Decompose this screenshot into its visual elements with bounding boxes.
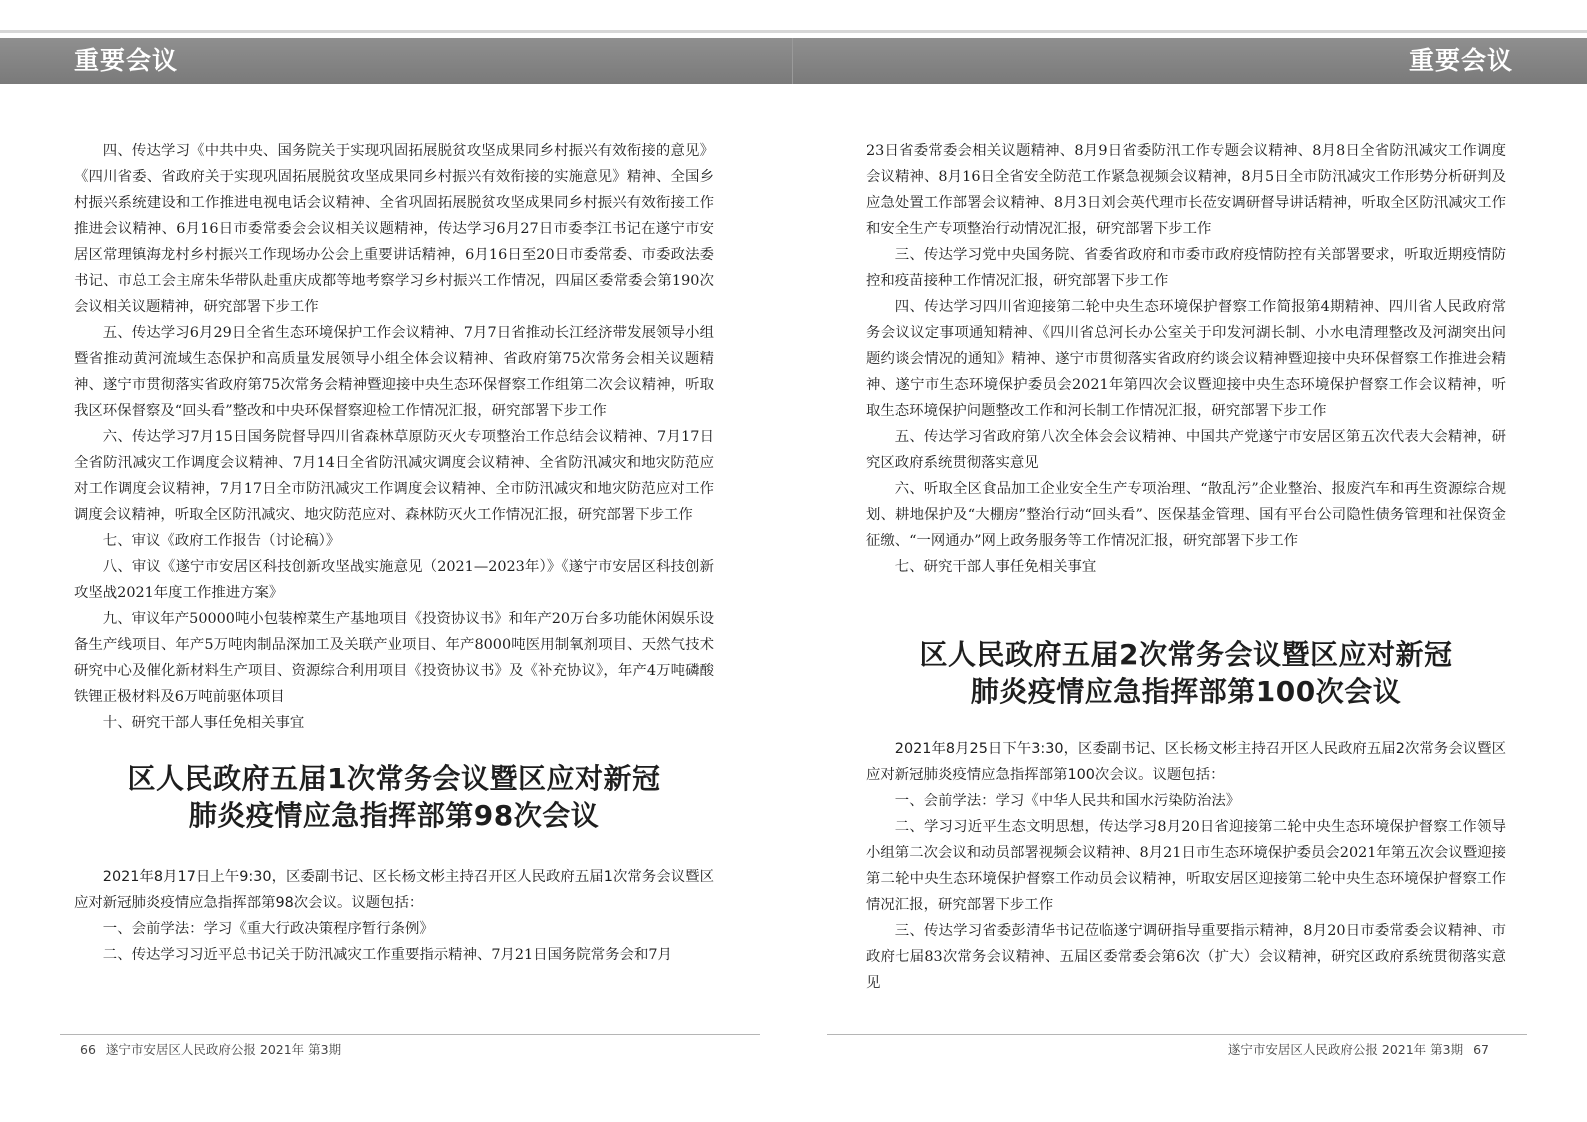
footer-right [1228,1040,1495,1058]
meeting-title-98-line2: 肺炎疫情应急指挥部第98次会议 [188,799,600,832]
agenda-item-5: 五、传达学习6月29日全省生态环境保护工作会议精神、7月7日省推动长江经济带发展领导小组暨省推动黄河流域生态保护和高质量发展领导小组全体会议精神、省政府第75次常务会相关议题精神、遂宁市贯彻落实省政府第75次常务会精神暨迎接中央生态环保督察工作组第二次会议精神，听取我区环保督察及“回头看”整改和中央环保督察迎检工作情况汇报，研究部署下步工作 [74,325,714,419]
agenda-item-10: 十、研究干部人事任免相关事宜 [102,715,305,731]
meeting-98-item-2: 二、传达学习习近平总书记关于防汛减灾工作重要指示精神、7月21日国务院常务会和7月 [102,947,672,963]
meeting-title-100-line2: 肺炎疫情应急指挥部第100次会议 [970,675,1402,708]
agenda-item-6: 六、传达学习7月15日国务院督导四川省森林草原防灭火专项整治工作总结会议精神、7月17日全省防汛减灾工作调度会议精神、7月14日全省防汛减灾调度会议精神、全省防汛减灾和地灾防范应对工作调度会议精神，7月17日全市防汛减灾工作调度会议精神、全市防汛减灾和地灾防范应对工作调度会议精神，听取全区防汛减灾、地灾防范应对、森林防灭火工作情况汇报，研究部署下步工作 [74,429,714,523]
page-spine [792,38,793,84]
agenda-item-8: 八、审议《遂宁市安居区科技创新攻坚战实施意见（2021—2023年）》《遂宁市安居区科技创新攻坚战2021年度工作推进方案》 [74,559,714,601]
footer-rule-left [60,1034,760,1035]
agenda-item-6-right: 六、听取全区食品加工企业安全生产专项治理、“散乱污”企业整治、报废汽车和再生资源综合规划、耕地保护及“大棚房”整治行动“回头看”、医保基金管理、国有平台公司隐性债务管理和社保资金征缴、“一网通办”网上政务服务等工作情况汇报，研究部署下步工作 [866,481,1506,549]
agenda-item-9: 九、审议年产50000吨小包装榨菜生产基地项目《投资协议书》和年产20万台多功能休闲娱乐设备生产线项目、年产5万吨肉制品深加工及关联产业项目、年产8000吨医用制氧剂项目、天然气技术研究中心及催化新材料生产项目、资源综合利用项目《投资协议书》及《补充协议》，年产4万吨磷酸铁锂正极材料及6万吨前驱体项目 [74,611,714,705]
meeting-98-lead: 2021年8月17日上午9:30，区委副书记、区长杨文彬主持召开区人民政府五届1次常务会议暨区应对新冠肺炎疫情应急指挥部第98次会议。议题包括： [74,869,714,911]
footer-rule-right [827,1034,1527,1035]
section-header-bar [0,38,1587,84]
footer-left [74,1040,341,1058]
meeting-100-item-2: 二、学习习近平生态文明思想，传达学习8月20日省迎接第二轮中央生态环境保护督察工作领导小组第二次会议和动员部署视频会议精神、8月21日市生态环境保护委员会2021年第五次会议暨迎接第二轮中央生态环境保护督察工作动员会议精神，听取安居区迎接第二轮中央生态环境保护督察工作情况汇报，研究部署下步工作 [866,819,1506,913]
meeting-title-98-line1: 区人民政府五届1次常务会议暨区应对新冠 [127,762,661,795]
publication-name-right: 遂宁市安居区人民政府公报 2021年 第3期 [1227,1042,1464,1057]
page-number-left: 66 [80,1042,96,1057]
agenda-item-4: 四、传达学习《中共中央、国务院关于实现巩固拓展脱贫攻坚成果同乡村振兴有效衔接的意见》《四川省委、省政府关于实现巩固拓展脱贫攻坚成果同乡村振兴有效衔接的实施意见》精神、全国乡村振兴系统建设和工作推进电视电话会议精神、全省巩固拓展脱贫攻坚成果同乡村振兴有效衔接工作推进会议精神、6月16日市委常委会会议相关议题精神，传达学习6月27日市委李江书记在遂宁市安居区常理镇海龙村乡村振兴工作现场办公会上重要讲话精神，6月16日至20日市委常委、市委政法委书记、市总工会主席朱华带队赴重庆成都等地考察学习乡村振兴工作情况，四届区委常委会第190次会议相关议题精神，研究部署下步工作 [74,143,714,315]
agenda-item-7: 七、审议《政府工作报告（讨论稿）》 [102,533,341,549]
agenda-item-4-right: 四、传达学习四川省迎接第二轮中央生态环境保护督察工作简报第4期精神、四川省人民政府常务会议议定事项通知精神、《四川省总河长办公室关于印发河湖长制、小水电清理整改及河湖突出问题约谈会情况的通知》精神、遂宁市贯彻落实省政府约谈会议精神暨迎接中央环保督察工作推进会精神、遂宁市生态环境保护委员会2021年第四次会议暨迎接中央生态环境保护督察工作会议精神，听取生态环境保护问题整改工作和河长制工作情况汇报，研究部署下步工作 [866,299,1506,419]
section-title-right: 重要会议 [1408,46,1513,75]
meeting-title-100-line1: 区人民政府五届2次常务会议暨区应对新冠 [919,638,1453,671]
left-page-column [74,138,714,968]
top-rule [0,30,1587,33]
agenda-item-3: 三、传达学习党中央国务院、省委省政府和市委市政府疫情防控有关部署要求，听取近期疫情防控和疫苗接种工作情况汇报，研究部署下步工作 [866,247,1506,289]
agenda-item-2-cont: 23日省委常委会相关议题精神、8月9日省委防汛工作专题会议精神、8月8日全省防汛减灾工作调度会议精神、8月16日全省安全防范工作紧急视频会议精神，8月5日全市防汛减灾工作形势分析研判及应急处置工作部署会议精神、8月3日刘会英代理市长莅安调研督导讲话精神，听取全区防汛减灾工作和安全生产专项整治行动情况汇报，研究部署下步工作 [866,143,1506,237]
meeting-title-98 [74,760,714,834]
section-title-left: 重要会议 [74,46,179,75]
publication-name-left: 遂宁市安居区人民政府公报 2021年 第3期 [105,1042,342,1057]
meeting-100-item-1: 一、会前学法：学习《中华人民共和国水污染防治法》 [894,793,1241,809]
meeting-title-100 [866,636,1506,710]
agenda-item-7-right: 七、研究干部人事任免相关事宜 [894,559,1097,575]
meeting-100-lead: 2021年8月25日下午3:30，区委副书记、区长杨文彬主持召开区人民政府五届2次常务会议暨区应对新冠肺炎疫情应急指挥部第100次会议。议题包括： [866,741,1506,783]
meeting-100-item-3: 三、传达学习省委彭清华书记莅临遂宁调研指导重要指示精神，8月20日市委常委会议精神、市政府七届83次常务会议精神、五届区委常委会第6次（扩大）会议精神，研究区政府系统贯彻落实意见 [866,923,1506,991]
agenda-item-5-right: 五、传达学习省政府第八次全体会会议精神、中国共产党遂宁市安居区第五次代表大会精神，研究区政府系统贯彻落实意见 [866,429,1506,471]
page-number-right: 67 [1473,1042,1489,1057]
right-page-column [866,138,1506,996]
meeting-98-item-1: 一、会前学法：学习《重大行政决策程序暂行条例》 [102,921,434,937]
